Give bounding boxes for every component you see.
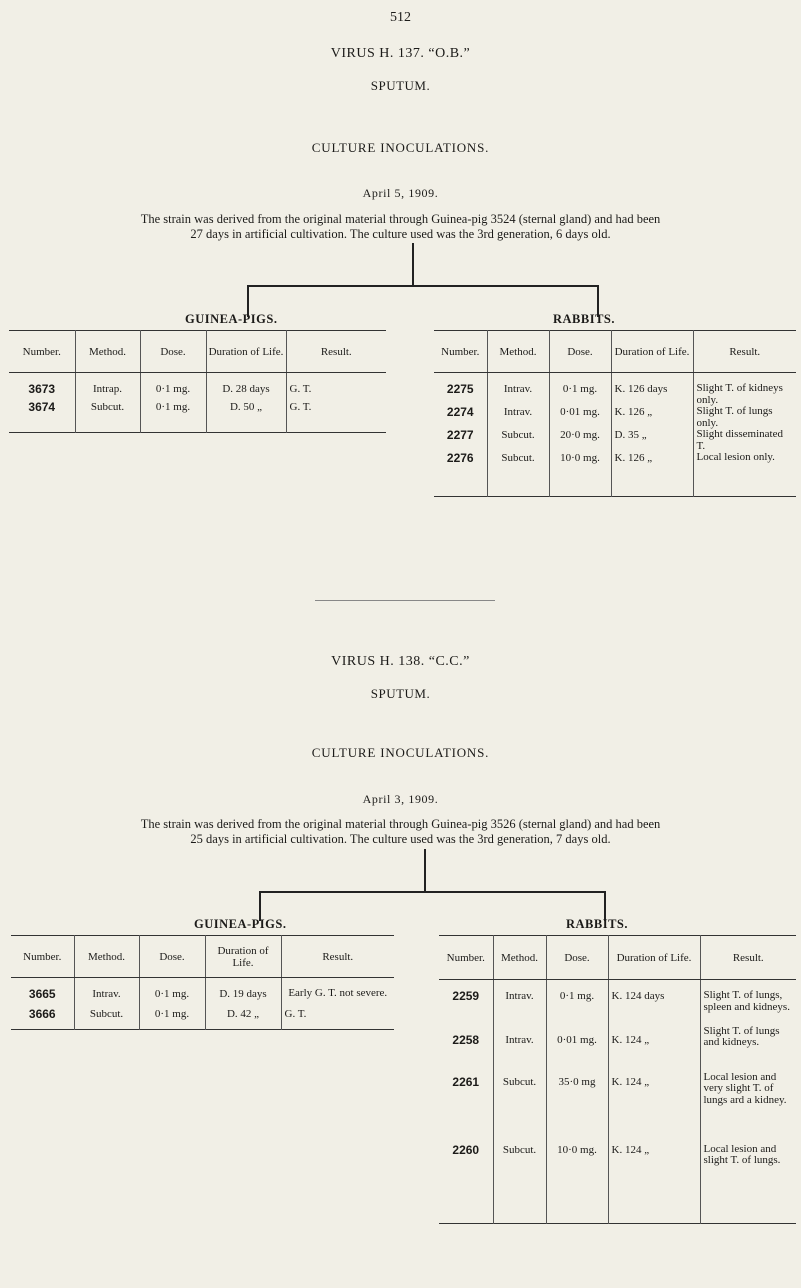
col-header: Duration of Life. <box>608 936 700 980</box>
section1-guinea-table <box>9 330 386 433</box>
section2-bracket-bar <box>259 891 606 893</box>
section1-paragraph-line1: The strain was derived from the original material through Guinea-pig 3524 (sternal gland) and had been <box>140 212 661 226</box>
col-header: Result. <box>700 936 796 980</box>
col-header: Method. <box>74 936 139 978</box>
col-header: Number. <box>9 331 75 373</box>
section1-paragraph-line2: 27 days in artificial cultivation. The culture used was the 3rd generation, 6 days old. <box>190 227 611 241</box>
section2-heading: CULTURE INOCULATIONS. <box>311 745 490 760</box>
section2-paragraph-line1: The strain was derived from the original material through Guinea-pig 3526 (sternal gland) and had been <box>140 817 661 831</box>
section2-bracket-stem <box>424 849 426 891</box>
page-number: 512 <box>390 10 411 25</box>
section1-subtitle: SPUTUM. <box>370 78 431 93</box>
section1-rabbit-table <box>434 330 796 497</box>
section1-bracket-stem <box>412 243 414 285</box>
section1-bracket-bar <box>247 285 599 287</box>
col-header: Dose. <box>549 331 611 373</box>
col-header: Method. <box>487 331 549 373</box>
col-header: Duration of Life. <box>611 331 693 373</box>
section2-paragraph <box>40 817 761 847</box>
col-header: Number. <box>11 936 74 978</box>
col-header: Dose. <box>546 936 608 980</box>
table-row: 2275 Intrav. 0·1 mg. K. 126 days Slight T. of kidneys only. <box>434 373 796 407</box>
table-row: 2258 Intrav. 0·01 mg. K. 124 „ Slight T. of lungs and kidneys. <box>439 1026 796 1072</box>
table-row: 3673 Intrap. 0·1 mg. D. 28 days G. T. <box>9 373 386 401</box>
col-header: Result. <box>286 331 386 373</box>
section2-date: April 3, 1909. <box>362 792 439 806</box>
section2-rabbit-table <box>439 935 796 1224</box>
separator-rule <box>315 600 495 601</box>
col-header: Result. <box>693 331 796 373</box>
col-header: Dose. <box>139 936 205 978</box>
section1-heading: CULTURE INOCULATIONS. <box>311 140 490 155</box>
section1-guinea-label: GUINEA-PIGS. <box>185 312 278 326</box>
table-row: 2261 Subcut. 35·0 mg K. 124 „ Local lesion and very slight T. of lungs ard a kidney. <box>439 1072 796 1144</box>
table-row: 3666 Subcut. 0·1 mg. D. 42 „ G. T. <box>11 1008 394 1030</box>
table-row: 2276 Subcut. 10·0 mg. K. 126 „ Local lesion only. <box>434 452 796 496</box>
col-header: Dose. <box>140 331 206 373</box>
col-header: Number. <box>434 331 487 373</box>
table-row: 3665 Intrav. 0·1 mg. D. 19 days Early G. T. not severe. <box>11 978 394 1008</box>
section2-title: VIRUS H. 138. “C.C.” <box>331 654 470 669</box>
section1-title: VIRUS H. 137. “O.B.” <box>330 46 471 61</box>
col-header: Number. <box>439 936 493 980</box>
table-row: 2260 Subcut. 10·0 mg. K. 124 „ Local lesion and slight T. of lungs. <box>439 1144 796 1224</box>
table-row: 2259 Intrav. 0·1 mg. K. 124 days Slight T. of lungs, spleen and kidneys. <box>439 980 796 1026</box>
section1-date: April 5, 1909. <box>362 186 439 200</box>
col-header: Method. <box>493 936 546 980</box>
col-header: Method. <box>75 331 140 373</box>
section1-paragraph <box>40 212 761 242</box>
section2-guinea-table <box>11 935 394 1030</box>
col-header: Result. <box>281 936 394 978</box>
table-row: 2274 Intrav. 0·01 mg. K. 126 „ Slight T. of lungs only. <box>434 406 796 429</box>
section2-guinea-label: GUINEA-PIGS. <box>194 917 287 931</box>
section2-rabbit-label: RABBITS. <box>566 917 629 931</box>
table-row: 3674 Subcut. 0·1 mg. D. 50 „ G. T. <box>9 401 386 433</box>
col-header: Duration of Life. <box>206 331 286 373</box>
col-header: Duration of Life. <box>205 936 281 978</box>
section2-subtitle: SPUTUM. <box>370 686 431 701</box>
section1-rabbit-label: RABBITS. <box>553 312 616 326</box>
table-row: 2277 Subcut. 20·0 mg. D. 35 „ Slight disseminated T. <box>434 429 796 452</box>
section2-paragraph-line2: 25 days in artificial cultivation. The culture used was the 3rd generation, 7 days old. <box>190 832 611 846</box>
